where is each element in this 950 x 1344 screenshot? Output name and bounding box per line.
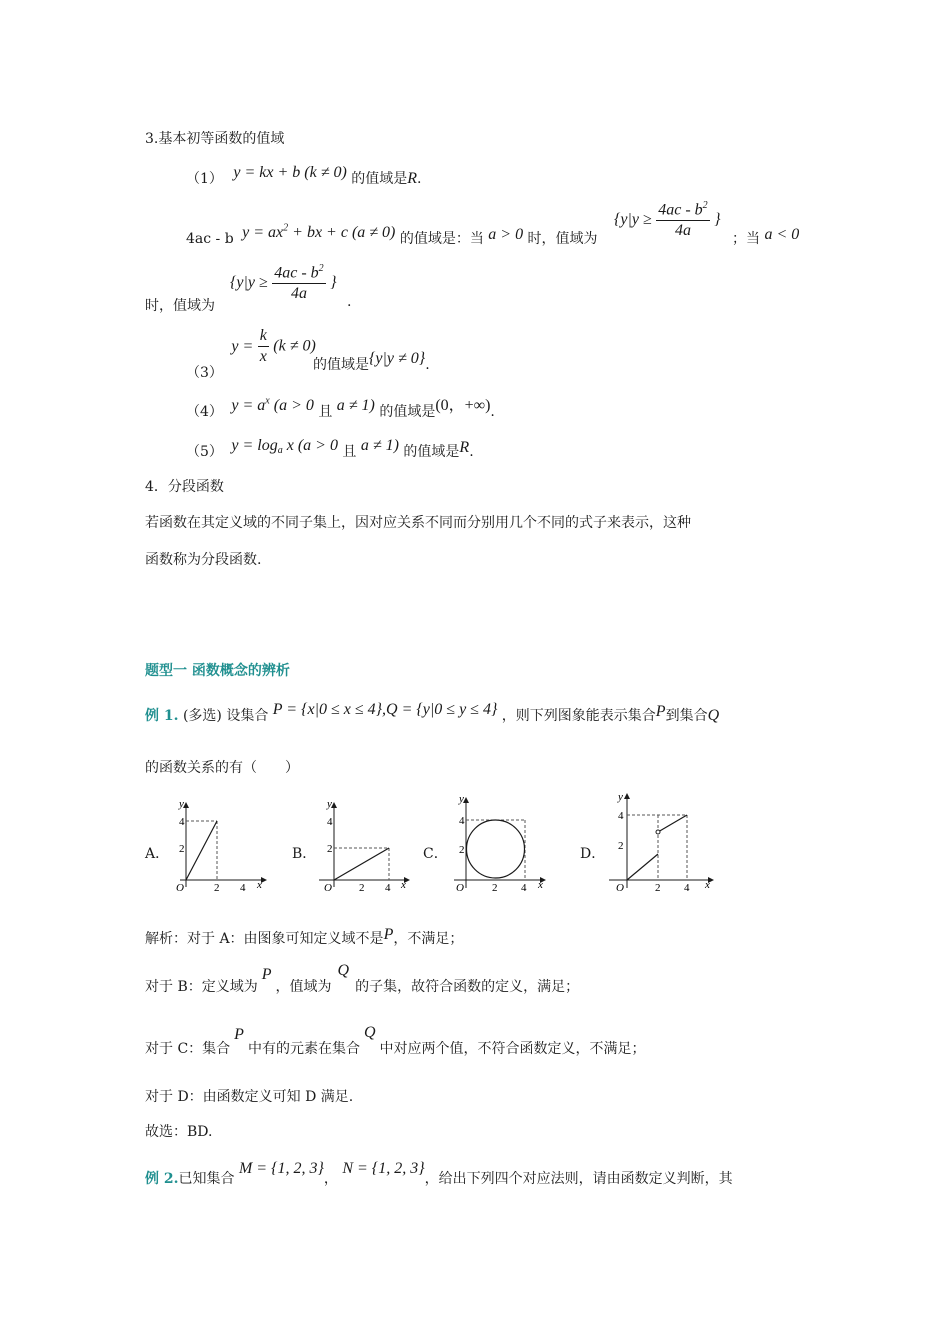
set-q: ,Q = {y|0 ≤ y ≤ 4} [382, 701, 498, 718]
analysis-line5: 故选：BD. [145, 1124, 213, 1140]
example1-label: 例 1. [145, 708, 179, 724]
origin: O [176, 882, 184, 894]
tick-x2: 2 [492, 882, 498, 892]
tick-2: 2 [327, 843, 333, 855]
graph-line [186, 821, 217, 880]
section3-title: 3.基本初等函数的值域 [145, 131, 285, 147]
graph-segment-2 [658, 815, 687, 832]
item1-result: R [407, 170, 418, 187]
item2-tail: ；当 a < 0 [732, 226, 800, 247]
section4-line2: 函数称为分段函数. [145, 552, 262, 568]
tick-4: 4 [327, 816, 333, 828]
y-label: y [459, 793, 464, 805]
analysis-line1: 解析：对于 A：由图象可知定义域不是P，不满足； [145, 926, 464, 947]
topic-title: 题型一 函数概念的辨析 [145, 663, 290, 679]
y-label: y [327, 798, 332, 810]
option-c-label: C． [423, 846, 448, 862]
example2-line1: 例 2.已知集合 M = {1, 2, 3}， N = {1, 2, 3}，给出下列四个对应法则，请由函数定义判断，其 [145, 1160, 733, 1187]
item2 [186, 222, 598, 248]
tick-2: 2 [179, 843, 185, 855]
analysis-line3: 对于 C：集合P中有的元素在集合Q中对应两个值，不符合函数定义，不满足； [145, 1024, 646, 1057]
item2-cond2: a < 0 [764, 226, 800, 243]
item1-end: . [417, 171, 422, 187]
graph-a [170, 795, 270, 895]
x-label: x [401, 879, 406, 891]
analysis-line2: 对于 B：定义域为P，值域为Q的子集，故符合函数的定义，满足； [145, 962, 580, 995]
x-label: x [538, 879, 543, 891]
option-b-label: B． [292, 846, 317, 862]
item2-text2: 时，值域为 [527, 231, 598, 247]
example1-line1: 例 1. (多选) 设集合 P = {x|0 ≤ x ≤ 4},Q = {y|0 ≤ y ≤ 4} ，则下列图象能表示集合P到集合Q [145, 701, 720, 724]
tick-2: 2 [459, 844, 465, 856]
set-p: P = {x|0 ≤ x ≤ 4} [272, 701, 383, 718]
graph-b [313, 795, 413, 895]
item1 [186, 164, 422, 188]
item1-num: （1） [186, 171, 223, 187]
tick-x4: 4 [240, 882, 246, 894]
open-point [656, 830, 660, 834]
graph-c [448, 792, 548, 892]
item1-formula: y = kx + b (k ≠ 0) [233, 164, 347, 181]
tick-x4: 4 [521, 882, 527, 892]
tick-4: 4 [459, 815, 465, 827]
item2-range2: {y|y ≥ $\frac{4ac - b^2}{4a}$ } [230, 263, 337, 303]
y-label: y [179, 798, 184, 810]
item3: （3） y = $\frac{k}{x}$ (k ≠ 0) [186, 327, 316, 381]
item2-text4: 时，值域为 [145, 298, 215, 314]
item2-text1: 的值域是：当 [399, 231, 484, 247]
tick-2: 2 [618, 840, 624, 852]
tick-4: 4 [179, 816, 185, 828]
set-n: N = {1, 2, 3} [342, 1160, 425, 1177]
item2-range1: {y|y ≥ $\frac{4ac - b^2}{4a}$ } [614, 200, 721, 240]
tick-4: 4 [618, 810, 624, 822]
origin: O [456, 882, 464, 892]
item2-formula: $y = ax^2$ + bx + c (a ≠ 0) [242, 222, 396, 241]
tick-x4: 4 [684, 882, 690, 892]
graph-line [334, 848, 389, 880]
item1-text: 的值域是 [351, 171, 408, 187]
origin: O [324, 882, 332, 894]
tick-x2: 2 [359, 882, 365, 894]
item2-end: . [347, 294, 352, 310]
example2-label: 例 2. [145, 1171, 179, 1187]
origin: O [616, 882, 624, 892]
graph-d [603, 788, 718, 892]
x-label: x [257, 879, 262, 891]
section4-title: 4．分段函数 [145, 479, 224, 495]
tick-x2: 2 [214, 882, 220, 894]
item3-num: （3） [186, 364, 223, 381]
section4-line1: 若函数在其定义域的不同子集上，因对应关系不同而分别用几个不同的式子来表示，这种 [145, 515, 691, 531]
item4: （4） $y = a^x$ (a > 0 且 a ≠ 1) 的值域是(0，+∞). [186, 395, 495, 420]
option-d-label: D． [580, 846, 606, 862]
item2-cond1: a > 0 [488, 226, 524, 243]
x-label: x [705, 879, 710, 891]
tick-x4: 4 [385, 882, 391, 894]
graph-circle [467, 820, 525, 878]
y-label: y [618, 791, 623, 803]
graph-segment-1 [627, 854, 658, 880]
tick-x2: 2 [655, 882, 661, 892]
item5: （5） $y = \log_a x$ (a > 0 且 a ≠ 1) 的值域是R. [186, 437, 474, 460]
option-a-label: A． [145, 846, 170, 862]
item3-tail: 的值域是{y|y ≠ 0}. [313, 350, 430, 373]
set-m: M = {1, 2, 3} [238, 1160, 324, 1177]
example1-line2: 的函数关系的有（ ） [145, 760, 299, 776]
analysis-line4: 对于 D：由函数定义可知 D 满足. [145, 1089, 354, 1105]
item2-num: 4ac - b [186, 231, 234, 247]
